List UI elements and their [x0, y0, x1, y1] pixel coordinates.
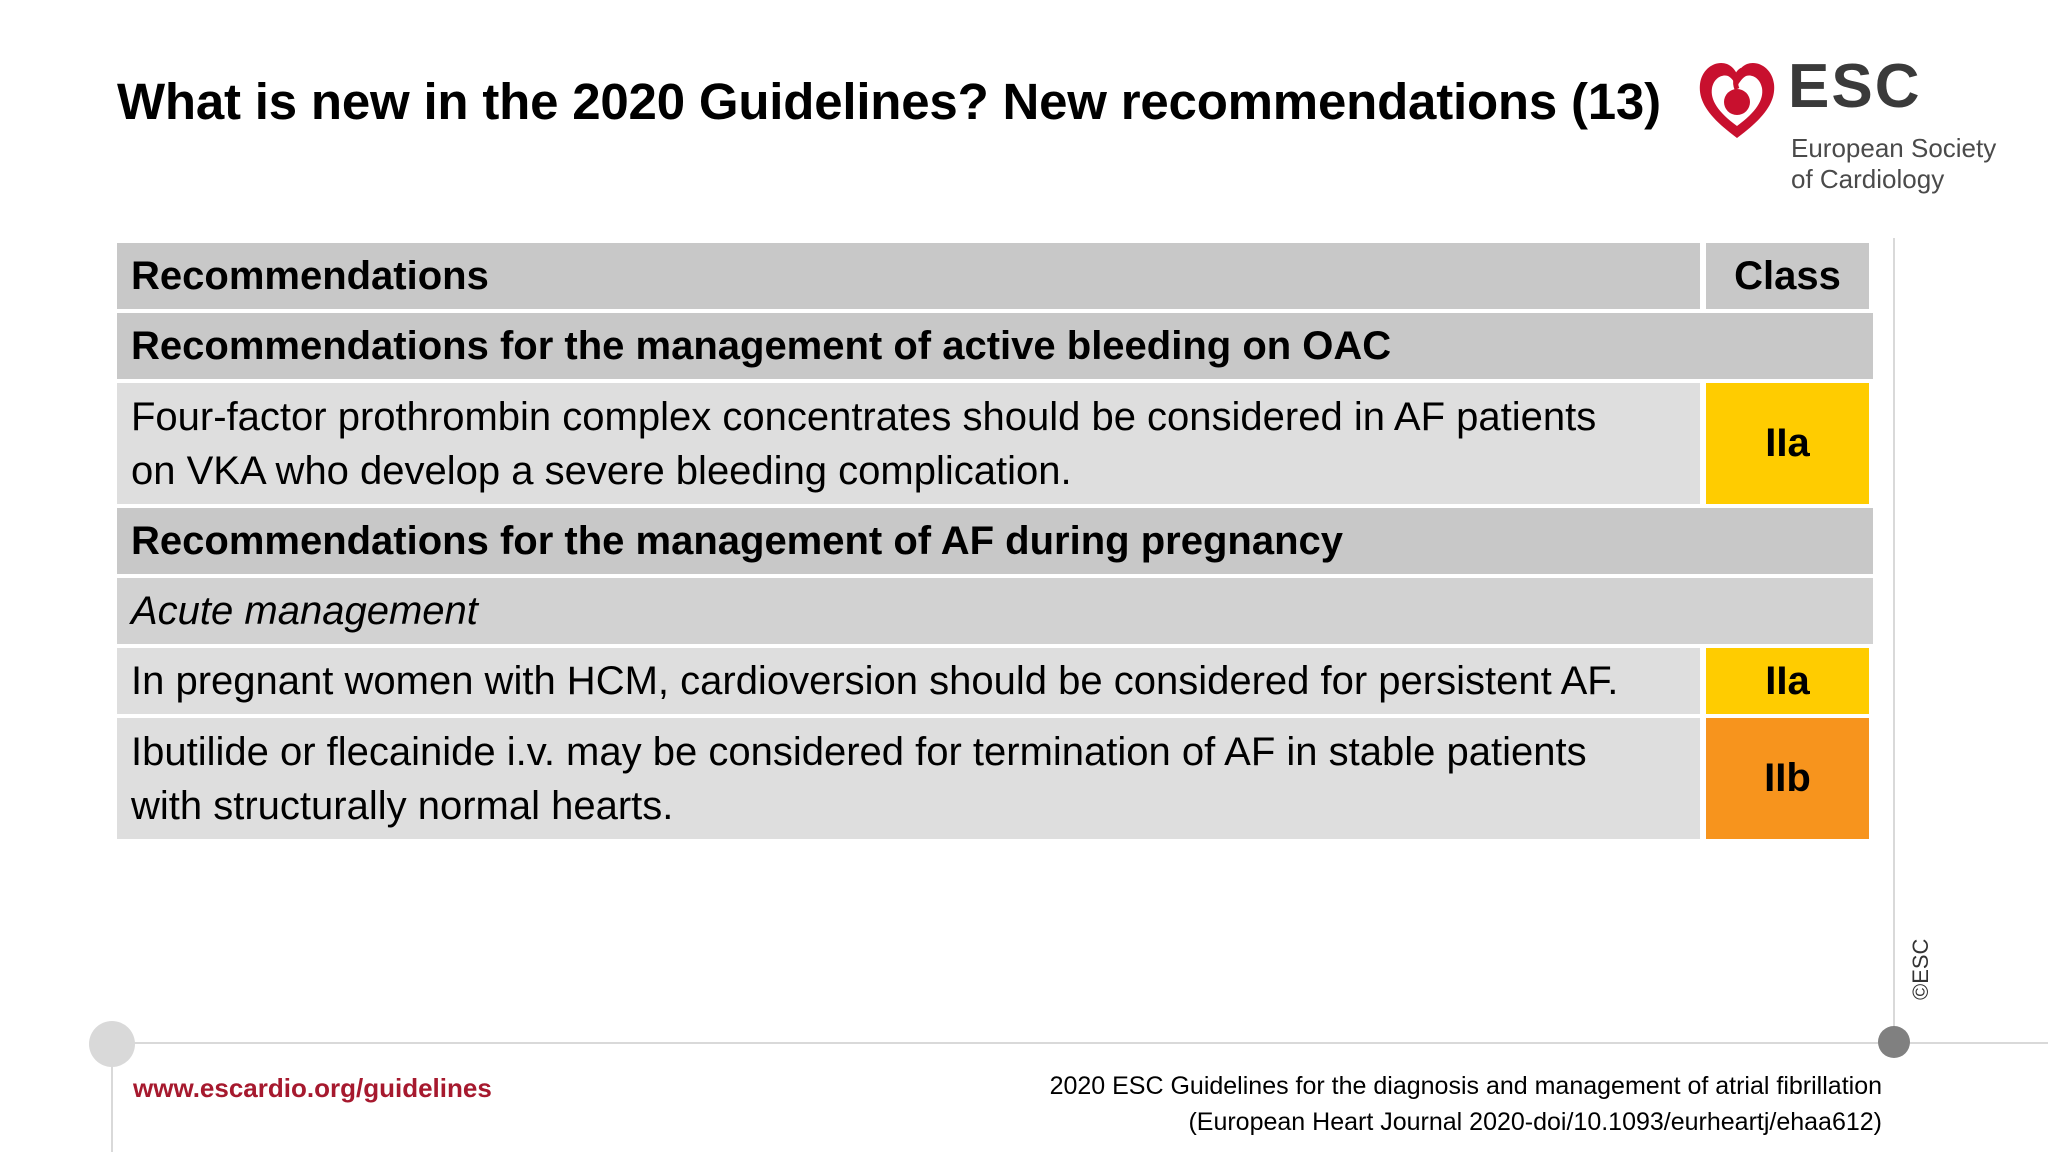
- copyright-notice: ©ESC: [1908, 938, 1933, 1000]
- citation: [1050, 1068, 1882, 1140]
- right-divider: [1893, 238, 1895, 1042]
- footer-divider: [112, 1042, 2048, 1044]
- section-title-bleeding: Recommendations for the management of active bleeding on OAC: [117, 313, 1873, 379]
- section-row-bleeding: [117, 313, 1873, 379]
- recommendation-text: In pregnant women with HCM, cardioversion should be considered for persistent AF.: [117, 648, 1700, 714]
- table-header-row: [117, 243, 1873, 309]
- table-row: [117, 718, 1873, 839]
- logo-wordmark: ESC: [1788, 52, 1922, 121]
- heart-logo-icon: [1696, 58, 1778, 144]
- recommendation-line: with structurally normal hearts.: [131, 783, 674, 828]
- footer-left-divider: [111, 1066, 113, 1152]
- subsection-row-acute: [117, 578, 1873, 644]
- page-title: What is new in the 2020 Guidelines? New recommendations (13): [117, 73, 1661, 130]
- header-recommendations: Recommendations: [117, 243, 1700, 309]
- class-badge: IIa: [1706, 648, 1869, 714]
- esc-logo: [1696, 52, 2016, 206]
- recommendation-line: Four-factor prothrombin complex concentrates should be considered in AF patients: [131, 394, 1597, 439]
- recommendation-line: Ibutilide or flecainide i.v. may be considered for termination of AF in stable patients: [131, 729, 1587, 774]
- subsection-title-acute: Acute management: [117, 578, 1873, 644]
- table-row: [117, 383, 1873, 504]
- logo-subtitle: [1791, 133, 1996, 195]
- footer-right-dot: [1878, 1026, 1910, 1058]
- guidelines-link[interactable]: www.escardio.org/guidelines: [133, 1073, 492, 1103]
- class-badge: IIa: [1706, 383, 1869, 504]
- citation-line2: (European Heart Journal 2020-doi/10.1093/eurheartj/ehaa612): [1188, 1108, 1882, 1136]
- table-row: [117, 648, 1873, 714]
- section-row-pregnancy: [117, 508, 1873, 574]
- logo-subtitle-line2: of Cardiology: [1791, 164, 1945, 194]
- class-badge: IIb: [1706, 718, 1869, 839]
- recommendation-line: on VKA who develop a severe bleeding complication.: [131, 448, 1072, 493]
- footer-left-dot: [89, 1021, 135, 1067]
- recommendation-text: [117, 383, 1700, 504]
- logo-subtitle-line1: European Society: [1791, 133, 1997, 163]
- recommendations-table: [117, 243, 1873, 843]
- section-title-pregnancy: Recommendations for the management of AF during pregnancy: [117, 508, 1873, 574]
- recommendation-text: [117, 718, 1700, 839]
- header-class: Class: [1706, 243, 1869, 309]
- citation-line1: 2020 ESC Guidelines for the diagnosis and management of atrial fibrillation: [1049, 1072, 1882, 1100]
